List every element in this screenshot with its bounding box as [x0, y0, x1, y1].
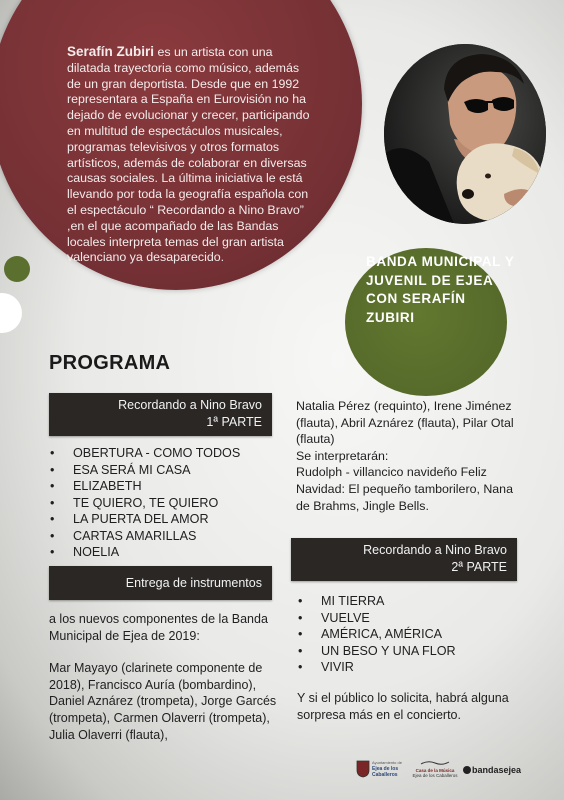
casa-musica-logo	[410, 760, 460, 782]
artist-bio-text: es un artista con una dilatada trayectoria como músico, además de un gran deportista. Desde que en 1992 representara a España en Eurovisión no ha dejado de evolucionar y crecer, participando en multitud de espectáculos musicales, programas televisivos y otros formatos artísticos, además de colaborar en diversas causas sociales. La última iniciativa le está llevando por toda la geografía española con el espectáculo “ Recordando a Nino Bravo” ,en el que acompañado de las Bandas locales interpreta temas del gran artista valenciano ya desaparecido.	[67, 45, 310, 265]
part1-subtitle: 1ª PARTE	[206, 415, 262, 429]
list-item: • ELIZABETH	[50, 479, 142, 493]
interpret-label: Se interpretarán:	[296, 448, 389, 463]
list-item: • AMÉRICA, AMÉRICA	[298, 627, 443, 641]
ayuntamiento-logo	[356, 756, 404, 782]
bullet-icon: •	[298, 643, 303, 658]
bullet-icon: •	[298, 594, 303, 608]
artist-name: Serafín Zubiri	[67, 44, 155, 59]
bullet-icon: •	[50, 512, 55, 526]
instruments-names-continued: Natalia Pérez (requinto), Irene Jiménez (flauta), Abril Aznárez (flauta), Pilar Otal (flauta)	[296, 399, 514, 447]
interpret-items: Rudolph - villancico navideño Feliz Navidad: El pequeño tamborilero, Nana de Brahms, Jingle Bells.	[296, 465, 513, 513]
closing-note: Y si el público lo solicita, habrá alguna sorpresa más en el concierto.	[297, 691, 509, 722]
instruments-text	[49, 611, 279, 743]
list-item: • LA PUERTA DEL AMOR	[50, 512, 209, 526]
list-item: • OBERTURA - COMO TODOS	[50, 446, 241, 460]
right-column-text	[296, 398, 521, 514]
band-title: BANDA MUNICIPAL Y JUVENIL DE EJEA CON SERAFÍN ZUBIRI	[366, 254, 515, 325]
list-item: • CARTAS AMARILLAS	[50, 528, 197, 543]
part2-title: Recordando a Nino Bravo	[363, 543, 507, 557]
instruments-names: Mar Mayayo (clarinete componente de 2018), Francisco Auría (bombardino), Daniel Aznárez (trompeta), Jorge Garcés (trompeta), Carmen Olaverri (trompeta), Julia Olaverri (flauta),	[49, 661, 277, 742]
list-item: • MI TIERRA	[298, 594, 385, 608]
decorative-white-dot	[0, 293, 22, 333]
list-item: • UN BESO Y UNA FLOR	[298, 643, 456, 658]
decorative-green-dot	[4, 256, 30, 282]
list-item: • VIVIR	[298, 660, 354, 674]
artist-with-dog-image	[384, 44, 546, 224]
casa-line1: Casa de la Música	[415, 767, 455, 773]
bandas-dot-icon	[463, 766, 471, 774]
list-item: • ESA SERÁ MI CASA	[50, 462, 191, 477]
part1-title: Recordando a Nino Bravo	[118, 398, 262, 412]
bullet-icon: •	[298, 660, 303, 674]
part2-header	[291, 538, 517, 581]
bullet-icon: •	[50, 495, 55, 510]
bullet-icon: •	[298, 627, 303, 641]
part2-subtitle: 2ª PARTE	[451, 560, 507, 574]
list-item: • TE QUIERO, TE QUIERO	[50, 495, 219, 510]
casa-line2: Ejea de los Caballeros	[412, 773, 458, 778]
part1-song-list	[48, 446, 240, 562]
instruments-intro: a los nuevos componentes de la Banda Municipal de Ejea de 2019:	[49, 612, 268, 643]
bullet-icon: •	[298, 610, 303, 625]
bullet-icon: •	[50, 479, 55, 493]
bullet-icon: •	[50, 528, 55, 543]
bullet-icon: •	[50, 462, 55, 477]
artist-photo	[384, 44, 546, 224]
music-wave-icon	[420, 760, 450, 766]
coat-of-arms-icon	[356, 760, 370, 778]
instruments-header: Entrega de instrumentos	[49, 566, 272, 600]
part1-header	[49, 393, 272, 436]
bandas-text: bandasejea	[472, 765, 522, 775]
artist-bio	[67, 44, 314, 266]
part2-song-list	[296, 594, 456, 677]
list-item: • NOELIA	[50, 545, 120, 559]
bullet-icon: •	[50, 545, 55, 559]
bandasejea-logo	[463, 765, 527, 779]
bullet-icon: •	[50, 446, 55, 460]
ayuntamiento-line1: Ayuntamiento de	[372, 760, 402, 765]
ayuntamiento-line2: Ejea de los Caballeros	[372, 766, 399, 778]
list-item: • VUELVE	[298, 610, 370, 625]
program-heading: PROGRAMA	[49, 352, 171, 374]
